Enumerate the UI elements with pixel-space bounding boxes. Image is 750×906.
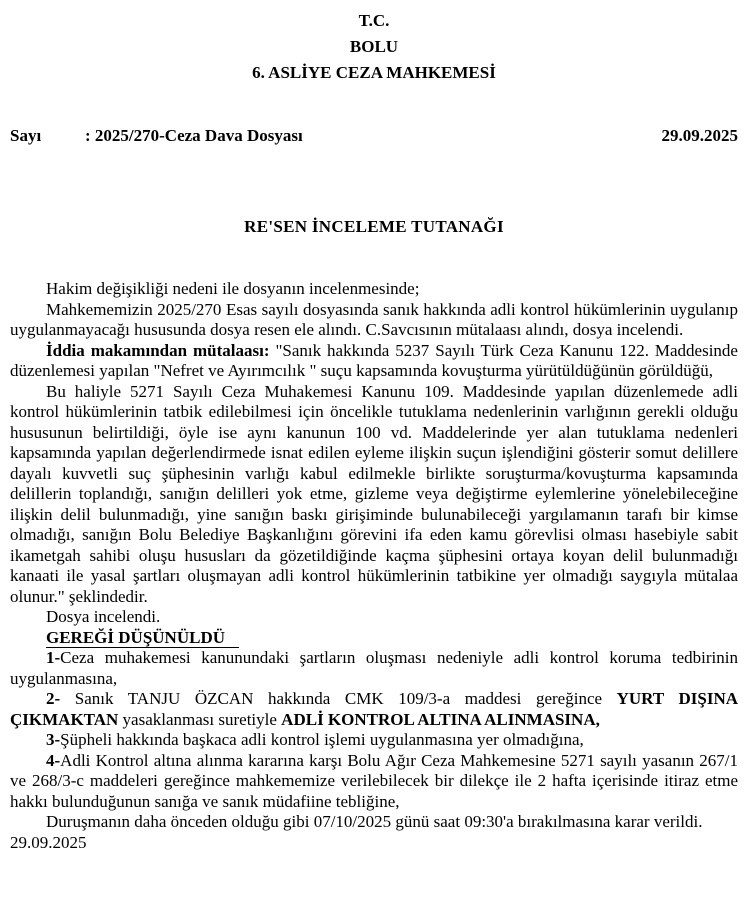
paragraph [10,812,738,833]
text-run: YURT DIŞINA ÇIKMAKTAN [10,689,738,729]
text-run: Duruşmanın daha önceden olduğu gibi 07/10/2025 günü saat 09:30'a bırakılmasına karar verildi. [46,812,703,831]
document-title: RE'SEN İNCELEME TUTANAĞI [244,216,504,236]
text-run: Dosya incelendi. [46,607,161,626]
case-number [10,126,303,147]
text-run: ADLİ KONTROL ALTINA ALINMASINA, [281,709,600,729]
paragraph [10,300,738,341]
paragraph [10,689,738,730]
case-number-label: Sayı [10,126,42,145]
text-run: Şüpheli hakkında başkaca adli kontrol işlemi uygulanmasına yer olmadığına, [60,730,584,749]
text-run: 3- [46,730,61,749]
text-run: Mahkememizin 2025/270 Esas sayılı dosyasında sanık hakkında adli kontrol hükümlerinin uygulanıp uygulanmayacağı hususunda dosya resen ele alındı. C.Savcısının mütalaası alındı, dosya incelendi. [10,299,738,339]
header-court-name: 6. ASLİYE CEZA MAHKEMESİ [252,63,496,82]
paragraph [10,341,738,382]
header-country: T.C. [358,11,390,30]
footer-date: 29.09.2025 [10,832,87,852]
text-run: 4- [46,750,61,770]
paragraph [10,382,738,608]
text-run: yasaklanması suretiyle [118,709,282,729]
document-date: 29.09.2025 [661,126,738,145]
case-number-row [10,126,738,147]
paragraph [10,648,738,689]
paragraph [10,751,738,813]
text-run: Hakim değişikliği nedeni ile dosyanın incelenmesinde; [46,279,420,298]
paragraph [10,607,738,628]
text-run: Bu haliyle 5271 Sayılı Ceza Muhakemesi Kanunu 109. Maddesinde yapılan düzenlemede adli kontrol hükümlerinin tatbik edilebilmesi için öncelikle tutuklama nedenlerinin varlığının gerekli olduğu hususunun belirtildiği, öyle ise aynı kanunun 100 vd. Maddelerinde yer alan tutuklama nedenleri kapsamında yapılan değerlendirmede isnat edilen eyleme ilişkin suçun işlendiğini gösterir somut delillere dayalı kuvvetli suç şüphesinin varlığı kabul edilmekle birlikte soruşturma/kovuşturma kapsamında delillerin toplandığı, sanığın delilleri yok etme, gizleme veya değiştirme eylemlerine yönelebileceğine ilişkin delil bulunmadığı, yine sanığın baskı girişiminde bulunabileceği yargılamanın tarafı bir kimse olmadığı, sanığın Bolu Belediye Başkanlığını görevini ifa eden kamu görevlisi olması hasebiyle sabit ikametgah sahibi oluşu hususları da gözetildiğinde kaçma şüphesini ortaya koyan delil bulunmadığı kanaati ile yasal şartları oluşmayan adli kontrol hükümlerinin tatbikine yer olmadığı saygıyla mütalaa olunur." şeklindedir. [10,381,738,606]
court-header [10,8,738,86]
text-run: Sanık TANJU ÖZCAN hakkında CMK 109/3-a maddesi gereğince [74,689,617,708]
text-run: Adli Kontrol altına alınma kararına karşı Bolu Ağır Ceza Mahkemesine 5271 sayılı yasanın 267/1 ve 268/3-c maddeleri gereğince mahkememize verilebilecek bir dilekçe ile 2 hafta içerisinde itiraz etme hakkı bulunduğunun sanığa ve sanık müdafiine tebliğine, [10,750,738,811]
text-run: GEREĞİ DÜŞÜNÜLDÜ [46,628,239,648]
case-number-value: : 2025/270-Ceza Dava Dosyası [85,126,303,145]
document-body [10,279,738,833]
text-run: Ceza muhakemesi kanunundaki şartların oluşması nedeniyle adli kontrol koruma tedbirinin uygulanmasına, [10,648,738,688]
header-city: BOLU [349,37,399,56]
text-run: 2- [46,689,75,708]
text-run: İddia makamından mütalaası: [46,340,276,360]
paragraph [10,279,738,300]
paragraph [10,628,738,649]
text-run: "Sanık hakkında 5237 Sayılı Türk Ceza Kanunu 122. Maddesinde düzenlemesi yapılan "Nefret ve Ayırımcılık " suçu kapsamında kovuşturma yürütüldüğünün görüldüğü, [10,340,738,380]
text-run: 1- [46,648,61,667]
paragraph [10,730,738,751]
